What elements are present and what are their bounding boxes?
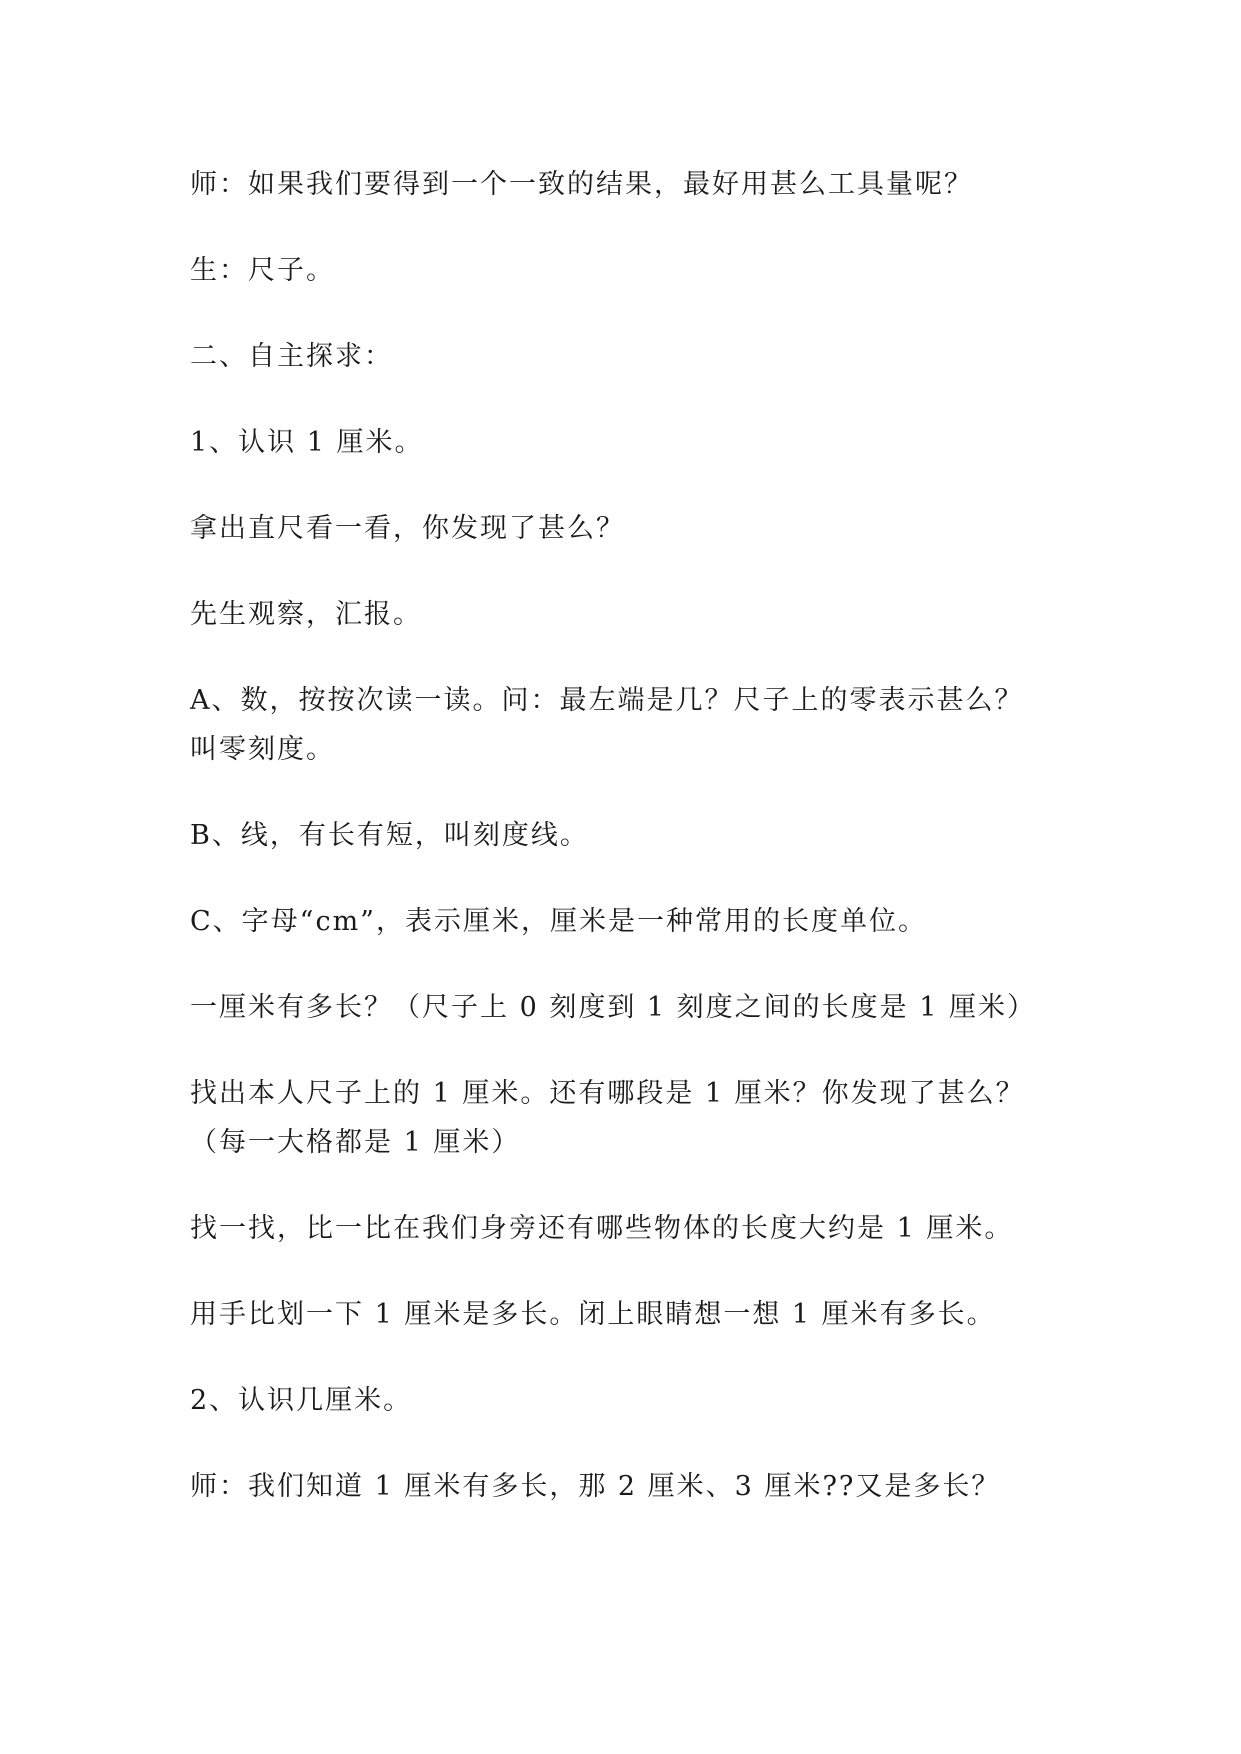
paragraph-teacher-2cm-3cm: 师：我们知道 1 厘米有多长，那 2 厘米、3 厘米??又是多长？ xyxy=(190,1471,1001,1502)
paragraph-how-long-1cm: 一厘米有多长？（尺子上 0 刻度到 1 刻度之间的长度是 1 厘米） xyxy=(190,992,1037,1023)
paragraph-look-ruler: 拿出直尺看一看，你发现了甚么？ xyxy=(190,513,625,544)
section-heading-explore: 二、自主探求： xyxy=(190,341,393,372)
paragraph-item-c: C、字母“cm”，表示厘米，厘米是一种常用的长度单位。 xyxy=(190,906,927,937)
paragraph-find-1cm: 找出本人尺子上的 1 厘米。还有哪段是 1 厘米？你发现了甚么？（每一大格都是 1 厘米） xyxy=(190,1078,1025,1158)
paragraph-student-answer: 生：尺子。 xyxy=(190,255,335,286)
paragraph-item-b: B、线，有长有短，叫刻度线。 xyxy=(190,820,589,851)
paragraph-find-objects: 找一找，比一比在我们身旁还有哪些物体的长度大约是 1 厘米。 xyxy=(190,1213,1014,1244)
subheading-know-1cm: 1、认识 1 厘米。 xyxy=(190,427,424,458)
paragraph-teacher-question: 师：如果我们要得到一个一致的结果，最好用甚么工具量呢？ xyxy=(190,169,973,200)
paragraph-item-a: A、数，按按次读一读。问：最左端是几？尺子上的零表示甚么？叫零刻度。 xyxy=(190,685,1024,765)
paragraph-observe-report: 先生观察，汇报。 xyxy=(190,599,422,630)
subheading-know-several-cm: 2、认识几厘米。 xyxy=(190,1385,413,1416)
paragraph-gesture-1cm: 用手比划一下 1 厘米是多长。闭上眼睛想一想 1 厘米有多长。 xyxy=(190,1299,996,1330)
